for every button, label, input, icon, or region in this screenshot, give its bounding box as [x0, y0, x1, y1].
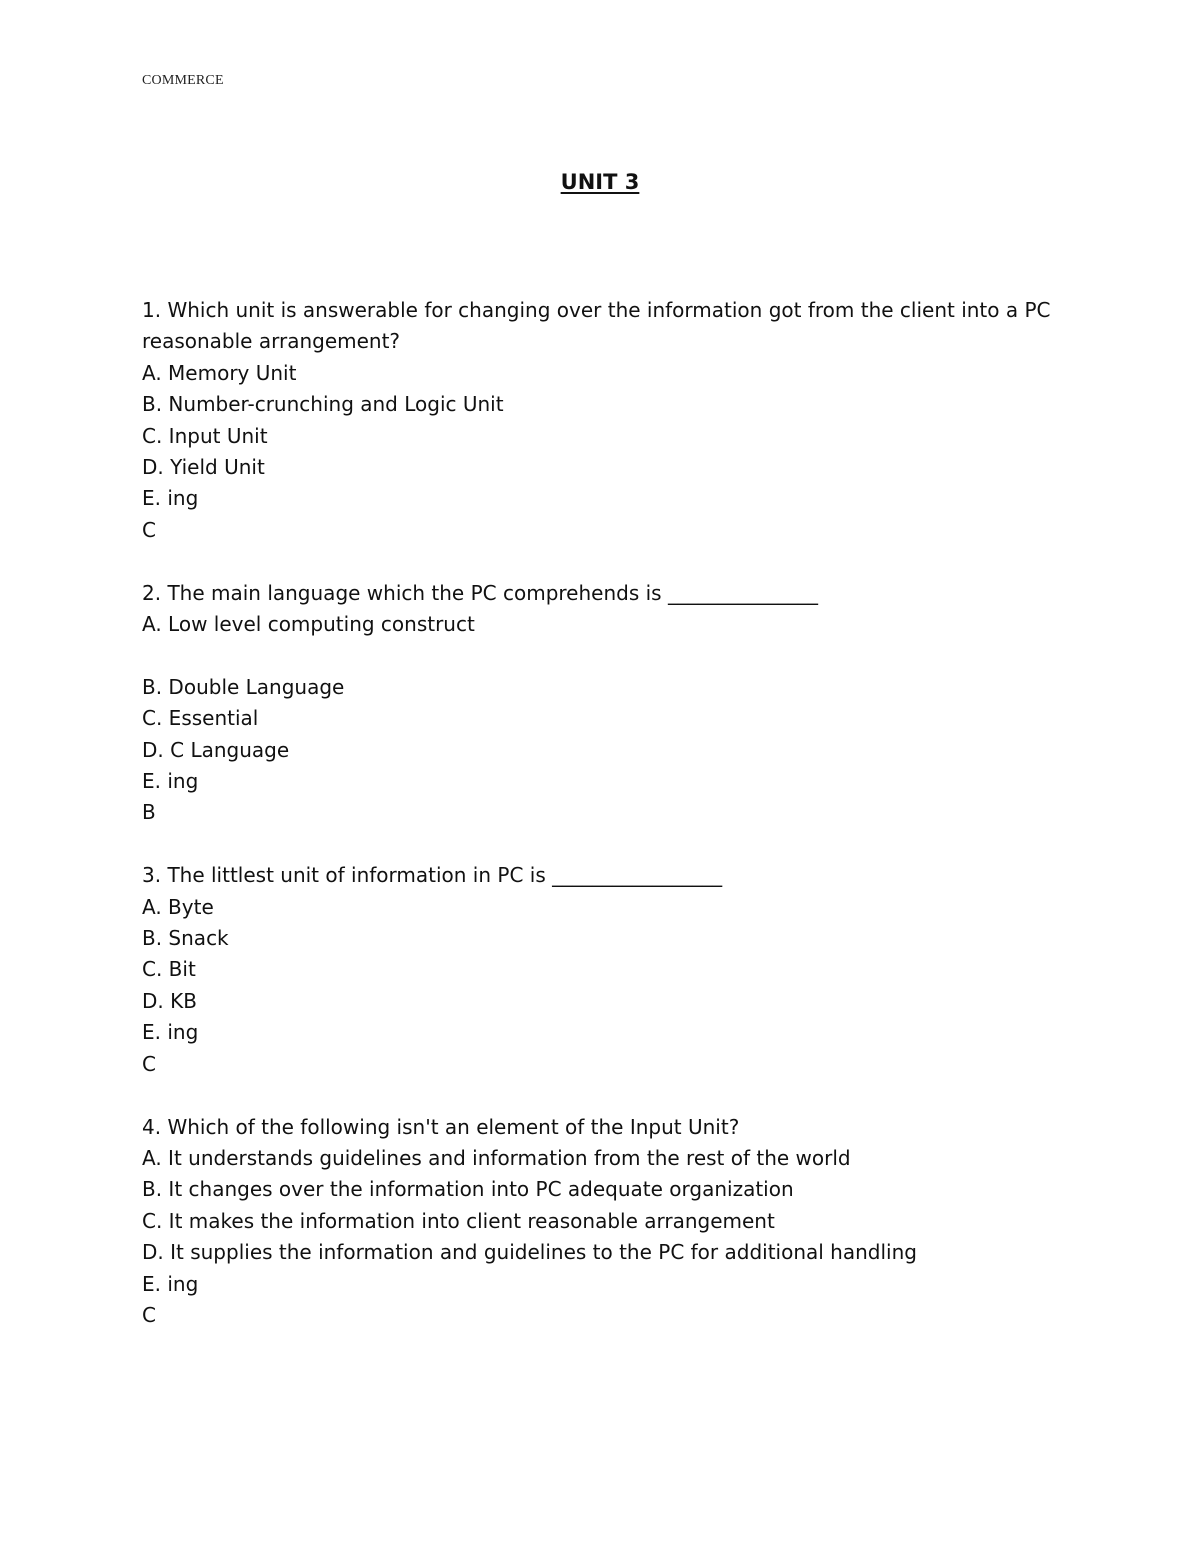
option-d: D. C Language [142, 737, 290, 762]
answer-key: C [142, 1051, 156, 1076]
answer-key: B [142, 800, 156, 825]
option-a: A. Low level computing construct [142, 612, 475, 637]
option-e: E. ing [142, 1020, 199, 1045]
question-prompt: 1. Which unit is answerable for changing over the information got from the client into a PC reasonable arrangement? [142, 298, 1057, 354]
unit-title: UNIT 3 [560, 170, 640, 194]
spacer [142, 829, 1072, 860]
question-block [142, 295, 1072, 546]
option-e: E. ing [142, 486, 199, 511]
option-b: B. It changes over the information into PC adequate organization [142, 1177, 794, 1202]
option-d: D. KB [142, 988, 197, 1013]
question-block [142, 1112, 1072, 1332]
option-d: D. Yield Unit [142, 455, 265, 480]
answer-key: C [142, 517, 156, 542]
option-b: B. Snack [142, 926, 229, 951]
option-b: B. Number-crunching and Logic Unit [142, 392, 504, 417]
option-c: C. Bit [142, 957, 196, 982]
question-block [142, 860, 1072, 1080]
option-e: E. ing [142, 769, 199, 794]
spacer [142, 546, 1072, 577]
option-b: B. Double Language [142, 674, 345, 699]
question-prompt: 4. Which of the following isn't an element of the Input Unit? [142, 1114, 740, 1139]
option-c: C. Input Unit [142, 423, 268, 448]
question-prompt: 3. The littlest unit of information in PC is _________________ [142, 863, 723, 888]
question-list [142, 295, 1072, 1331]
option-a: A. Byte [142, 894, 214, 919]
option-a: A. Memory Unit [142, 360, 297, 385]
question-block [142, 578, 1072, 829]
option-a: A. It understands guidelines and information from the rest of the world [142, 1145, 851, 1170]
page-header-label: COMMERCE [142, 73, 224, 88]
option-c: C. Essential [142, 706, 259, 731]
option-e: E. ing [142, 1271, 199, 1296]
question-prompt: 2. The main language which the PC comprehends is _______________ [142, 580, 818, 605]
spacer [142, 640, 1072, 671]
option-d: D. It supplies the information and guidelines to the PC for additional handling [142, 1240, 917, 1265]
option-c: C. It makes the information into client reasonable arrangement [142, 1208, 775, 1233]
answer-key: C [142, 1302, 156, 1327]
spacer [142, 1080, 1072, 1111]
